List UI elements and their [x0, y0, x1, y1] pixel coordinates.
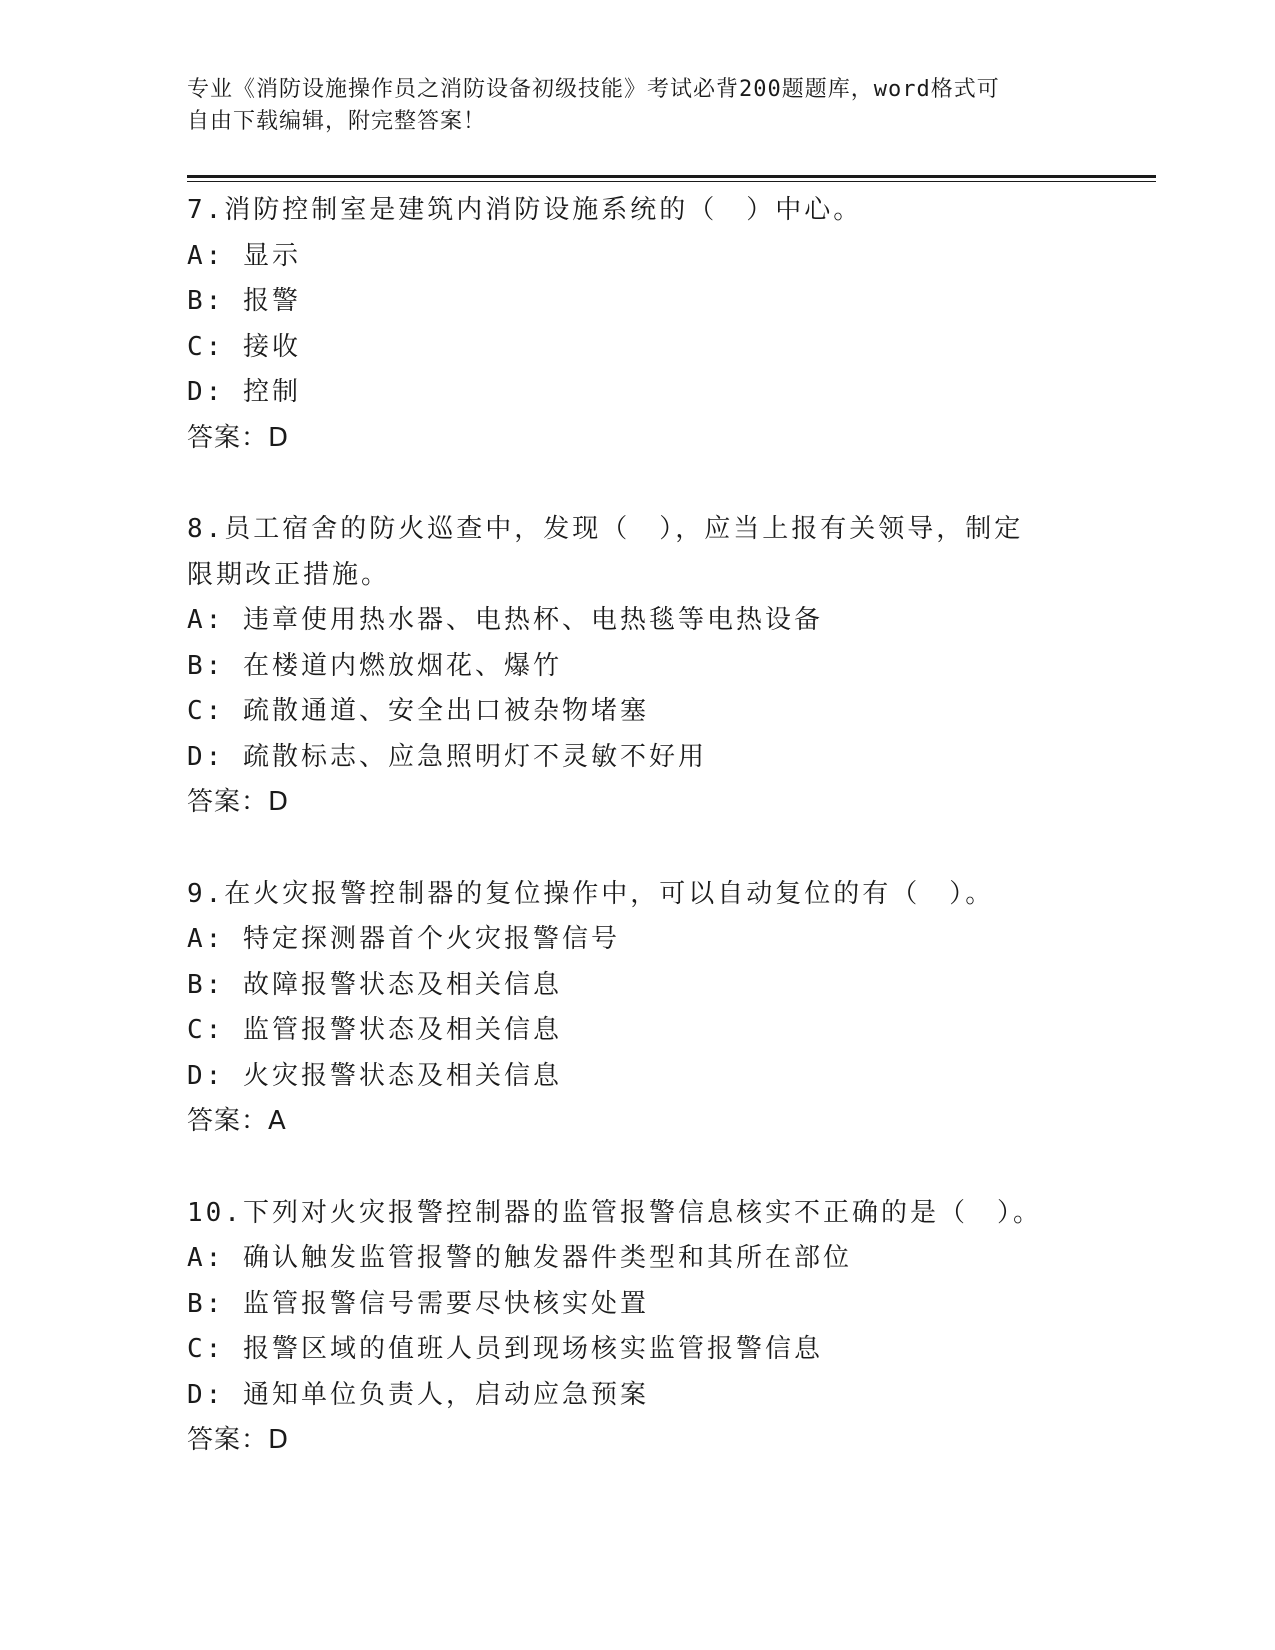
- header-line-1: 专业《消防设施操作员之消防设备初级技能》考试必背200题题库，word格式可: [187, 77, 1000, 102]
- answer-line: 答案：D: [187, 422, 290, 453]
- header-divider-thin: [187, 181, 1156, 182]
- option-d: D: 控制: [187, 377, 301, 407]
- option-b: B: 故障报警状态及相关信息: [187, 969, 562, 1000]
- option-b: B: 在楼道内燃放烟花、爆竹: [187, 650, 562, 681]
- question-7: [187, 188, 1087, 461]
- option-c: C: 报警区域的值班人员到现场核实监管报警信息: [187, 1334, 823, 1364]
- question-stem: 7.消防控制室是建筑内消防设施系统的（ ）中心。: [187, 195, 863, 225]
- option-d: D: 火灾报警状态及相关信息: [187, 1060, 562, 1091]
- option-b: B: 报警: [187, 286, 301, 316]
- header-divider-thick: [187, 175, 1156, 178]
- option-d: D: 疏散标志、应急照明灯不灵敏不好用: [187, 741, 707, 772]
- option-a: A: 显示: [187, 240, 301, 271]
- option-a: A: 确认触发监管报警的触发器件类型和其所在部位: [187, 1243, 852, 1273]
- option-c: C: 监管报警状态及相关信息: [187, 1015, 562, 1045]
- question-list: [187, 188, 1087, 1510]
- document-header: [187, 74, 1087, 138]
- question-stem: 8.员工宿舍的防火巡查中，发现（ ），应当上报有关领导，制定限期改正措施。: [187, 514, 1024, 590]
- answer-line: 答案：A: [187, 1106, 287, 1136]
- option-d: D: 通知单位负责人，启动应急预案: [187, 1379, 649, 1410]
- question-8: [187, 507, 1087, 826]
- answer-line: 答案：D: [187, 787, 290, 817]
- option-c: C: 接收: [187, 331, 301, 362]
- question-stem: 10.下列对火灾报警控制器的监管报警信息核实不正确的是（ ）。: [187, 1197, 1042, 1228]
- option-c: C: 疏散通道、安全出口被杂物堵塞: [187, 696, 649, 726]
- question-stem: 9.在火灾报警控制器的复位操作中，可以自动复位的有（ ）。: [187, 878, 995, 909]
- answer-line: 答案：D: [187, 1425, 290, 1455]
- option-a: A: 特定探测器首个火灾报警信号: [187, 924, 620, 954]
- header-line-2: 自由下载编辑，附完整答案！: [187, 109, 487, 134]
- question-9: [187, 872, 1087, 1145]
- question-10: [187, 1191, 1087, 1464]
- option-b: B: 监管报警信号需要尽快核实处置: [187, 1288, 649, 1319]
- option-a: A: 违章使用热水器、电热杯、电热毯等电热设备: [187, 605, 823, 635]
